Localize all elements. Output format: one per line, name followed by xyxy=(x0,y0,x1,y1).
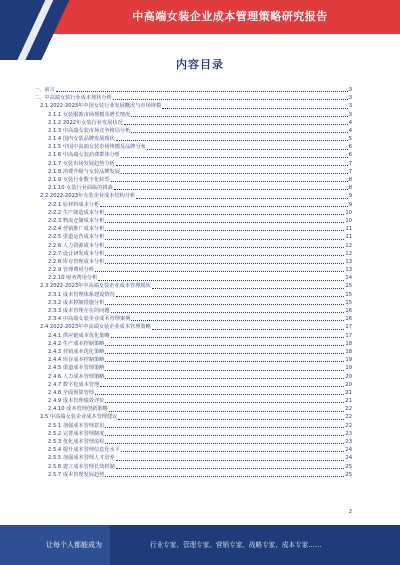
toc-leader-dots xyxy=(131,116,347,117)
toc-entry-page: 15 xyxy=(345,283,352,290)
toc-entry[interactable] xyxy=(30,422,352,430)
toc-entry-title: 2.1 2022-2023年中国女装行业发展概况与市场规模 xyxy=(40,103,162,110)
toc-entry[interactable] xyxy=(30,364,352,372)
toc-entry-title: 2.2 2022-2023年女装企业成本结构分析 xyxy=(40,193,136,200)
toc-leader-dots xyxy=(162,108,348,109)
toc-leader-dots xyxy=(98,280,344,281)
toc-entry-page: 11 xyxy=(345,226,352,233)
toc-entry-page: 10 xyxy=(345,217,352,224)
toc-entry-page: 16 xyxy=(345,316,352,323)
toc-entry[interactable] xyxy=(30,111,352,119)
toc-leader-dots xyxy=(116,140,348,141)
toc-entry-title: 2.2.8 库存管理成本分析 xyxy=(48,258,105,265)
toc-entry-page: 5 xyxy=(348,136,352,143)
toc-entry[interactable] xyxy=(30,274,352,282)
toc-entry-title: 2.1.8 消费升级与女装品牌发展 xyxy=(48,168,120,175)
toc-entry[interactable] xyxy=(30,299,352,307)
toc-entry[interactable] xyxy=(30,192,352,200)
toc-entry[interactable] xyxy=(30,201,352,209)
toc-entry-page: 13 xyxy=(345,267,352,274)
toc-entry-page: 11 xyxy=(345,234,352,241)
toc-entry[interactable] xyxy=(30,184,352,192)
toc-entry[interactable] xyxy=(30,446,352,454)
toc-leader-dots xyxy=(131,320,344,321)
toc-leader-dots xyxy=(118,419,344,420)
toc-heading: 内容目录 xyxy=(176,58,224,71)
toc-entry-page: 8 xyxy=(348,177,352,184)
toc-entry[interactable] xyxy=(30,160,352,168)
toc-leader-dots xyxy=(95,271,344,272)
toc-leader-dots xyxy=(105,378,344,379)
toc-entry[interactable] xyxy=(30,217,352,225)
toc-entry-page: 19 xyxy=(345,365,352,372)
report-header xyxy=(0,0,400,34)
toc-entry-page: 19 xyxy=(345,357,352,364)
footer-slogan: 让每个人都能成为 xyxy=(46,541,102,549)
toc-leader-dots xyxy=(105,443,344,444)
toc-entry[interactable] xyxy=(30,373,352,381)
toc-entry-title: 2.4.6 人力成本管理策略 xyxy=(48,373,105,380)
toc-entry[interactable] xyxy=(30,86,352,94)
toc-leader-dots xyxy=(100,386,344,387)
toc-leader-dots xyxy=(116,468,345,469)
toc-entry-title: 2.2.1 原材料成本分析 xyxy=(48,201,100,208)
toc-entry-title: 2.3 2022-2023年中高端女装企业成本管理现状 xyxy=(40,283,151,290)
toc-entry-page: 17 xyxy=(345,324,352,331)
toc-entry-page: 12 xyxy=(345,242,352,249)
toc-leader-dots xyxy=(114,189,348,190)
toc-entry-page: 25 xyxy=(345,463,352,470)
toc-leader-dots xyxy=(109,411,345,412)
toc-entry-page: 25 xyxy=(345,471,352,478)
toc-entry-page: 7 xyxy=(348,168,352,175)
toc-entry-title: 2.4.3 营销成本优化策略 xyxy=(48,348,105,355)
toc-entry-page: 22 xyxy=(345,422,352,429)
toc-entry-title: 2.4.5 渠道成本管理策略 xyxy=(48,365,105,372)
toc-leader-dots xyxy=(105,353,344,354)
toc-entry-page: 20 xyxy=(345,373,352,380)
toc-entry-title: 2.1.2 2022年女装行业发展状况 xyxy=(48,119,123,126)
toc-entry-title: 2.4.1 供应链成本优化策略 xyxy=(48,332,110,339)
toc-entry-title: 2.5.4 提升成本管理信息化水平 xyxy=(48,447,120,454)
toc-entry-title: 2.4.2 生产成本控制策略 xyxy=(48,340,105,347)
toc-leader-dots xyxy=(113,99,348,100)
toc-entry[interactable] xyxy=(30,307,352,315)
toc-leader-dots xyxy=(56,91,348,92)
toc-entry[interactable] xyxy=(30,348,352,356)
toc-entry[interactable] xyxy=(30,209,352,217)
toc-entry[interactable] xyxy=(30,454,352,462)
toc-leader-dots xyxy=(111,312,345,313)
toc-entry-page: 6 xyxy=(348,152,352,159)
toc-entry-title: 2.1.6 中高端女装消费群体分析 xyxy=(48,152,120,159)
toc-entry-title: 2.3.4 中高端女装企业成本管理案例 xyxy=(48,316,131,323)
toc-entry-title: 2.4.8 全面预算管理 xyxy=(48,389,94,396)
toc-entry[interactable] xyxy=(30,397,352,405)
toc-leader-dots xyxy=(105,402,344,403)
toc-entry-title: 2.1.5 中国中高端女装市场规模及品牌分布 xyxy=(48,144,146,151)
toc-entry-title: 2.5.5 加强成本管理人才培养 xyxy=(48,455,115,462)
toc-entry[interactable] xyxy=(30,356,352,364)
toc-leader-dots xyxy=(111,337,345,338)
toc-entry-page: 21 xyxy=(345,398,352,405)
toc-entry-page: 21 xyxy=(345,389,352,396)
toc-entry[interactable] xyxy=(30,283,352,291)
toc-entry[interactable] xyxy=(30,332,352,340)
toc-leader-dots xyxy=(105,230,344,231)
toc-leader-dots xyxy=(124,124,348,125)
toc-entry-page: 10 xyxy=(345,209,352,216)
toc-entry-title: 2.2.5 渠道运营成本分析 xyxy=(48,234,105,241)
toc-entry[interactable] xyxy=(30,266,352,274)
toc-entry-page: 3 xyxy=(348,95,352,102)
toc-entry-title: 2.1.4 国内女装品牌发展现状 xyxy=(48,136,115,143)
toc-entry-title: 一、前言 xyxy=(34,86,55,93)
toc-entry[interactable] xyxy=(30,119,352,127)
toc-entry-title: 2.2.6 人力资源成本分析 xyxy=(48,242,105,249)
toc-entry-page: 4 xyxy=(348,127,352,134)
table-of-contents xyxy=(30,86,352,479)
toc-leader-dots xyxy=(105,255,344,256)
toc-leader-dots xyxy=(105,247,344,248)
toc-entry[interactable] xyxy=(30,471,352,479)
page-footer xyxy=(0,509,400,565)
toc-entry[interactable] xyxy=(30,414,352,422)
toc-entry[interactable] xyxy=(30,94,352,102)
toc-entry[interactable] xyxy=(30,438,352,446)
toc-entry-title: 2.4.4 库存成本控制策略 xyxy=(48,357,105,364)
toc-leader-dots xyxy=(100,206,348,207)
toc-leader-dots xyxy=(105,222,344,223)
toc-entry[interactable] xyxy=(30,315,352,323)
toc-entry-title: 2.1.3 中高端女装市场竞争格局分析 xyxy=(48,127,131,134)
footer-tagline: 行业专家、管理专家、营销专家、战略专家、成本专家…… xyxy=(150,541,322,549)
report-title: 中高端女装企业成本管理策略研究报告 xyxy=(132,10,328,23)
toc-leader-dots xyxy=(121,173,348,174)
toc-entry-title: 2.5.6 建立成本管理长效机制 xyxy=(48,463,115,470)
toc-entry-page: 14 xyxy=(345,275,352,282)
toc-leader-dots xyxy=(105,476,344,477)
toc-entry-title: 2.1.1 女装服饰市场规模及增长情况 xyxy=(48,111,131,118)
toc-entry-page: 4 xyxy=(348,119,352,126)
toc-entry-title: 2.2.2 生产制造成本分析 xyxy=(48,209,105,216)
toc-entry-title: 2.3.3 成本管理存在的问题 xyxy=(48,308,110,315)
toc-entry[interactable] xyxy=(30,381,352,389)
toc-entry-page: 3 xyxy=(348,86,352,93)
toc-entry-page: 15 xyxy=(345,291,352,298)
toc-entry-title: 2.5.2 完善成本管理制度 xyxy=(48,430,105,437)
toc-leader-dots xyxy=(105,435,344,436)
toc-entry[interactable] xyxy=(30,127,352,135)
toc-entry-title: 2.5 中高端女装企业成本管理建议 xyxy=(40,414,118,421)
toc-leader-dots xyxy=(116,460,345,461)
toc-entry[interactable] xyxy=(30,291,352,299)
toc-leader-dots xyxy=(105,239,344,240)
toc-leader-dots xyxy=(136,198,347,199)
toc-entry-title: 2.4 2022-2023年中高端女装企业成本管理策略 xyxy=(40,324,151,331)
toc-entry-page: 23 xyxy=(345,439,352,446)
toc-entry-page: 17 xyxy=(345,332,352,339)
toc-entry-page: 16 xyxy=(345,308,352,315)
toc-entry[interactable] xyxy=(30,405,352,413)
toc-entry-title: 2.5.1 加强成本管理意识 xyxy=(48,422,105,429)
toc-entry[interactable] xyxy=(30,242,352,250)
toc-entry[interactable] xyxy=(30,430,352,438)
toc-leader-dots xyxy=(111,181,348,182)
toc-leader-dots xyxy=(105,304,344,305)
toc-leader-dots xyxy=(105,345,344,346)
toc-entry-title: 2.2.3 物流仓储成本分析 xyxy=(48,217,105,224)
toc-entry[interactable] xyxy=(30,463,352,471)
toc-entry[interactable] xyxy=(30,340,352,348)
toc-entry[interactable] xyxy=(30,225,352,233)
toc-leader-dots xyxy=(116,165,348,166)
toc-entry-page: 22 xyxy=(345,414,352,421)
toc-leader-dots xyxy=(105,263,344,264)
toc-entry[interactable] xyxy=(30,389,352,397)
toc-entry-page: 15 xyxy=(345,299,352,306)
toc-entry-title: 二、中高端女装行业成本现状分析 xyxy=(34,95,112,102)
toc-entry-title: 2.2.10 财务费用分析 xyxy=(48,275,98,282)
toc-leader-dots xyxy=(95,394,344,395)
toc-entry-page: 7 xyxy=(348,160,352,167)
toc-entry-page: 24 xyxy=(345,447,352,454)
toc-leader-dots xyxy=(131,132,347,133)
toc-entry-title: 2.1.9 女装行业数字化转型 xyxy=(48,177,110,184)
toc-entry[interactable] xyxy=(30,176,352,184)
toc-entry[interactable] xyxy=(30,258,352,266)
toc-entry-title: 2.4.7 数字化成本管理 xyxy=(48,381,100,388)
toc-entry-page: 13 xyxy=(345,258,352,265)
toc-entry-page: 20 xyxy=(345,381,352,388)
toc-entry-page: 3 xyxy=(348,111,352,118)
toc-entry-page: 23 xyxy=(345,430,352,437)
toc-leader-dots xyxy=(152,288,345,289)
toc-entry-page: 22 xyxy=(345,406,352,413)
toc-entry[interactable] xyxy=(30,102,352,110)
toc-leader-dots xyxy=(116,296,345,297)
toc-entry-page: 3 xyxy=(348,103,352,110)
toc-entry-page: 18 xyxy=(345,348,352,355)
toc-entry-title: 2.4.10 成本管理创新策略 xyxy=(48,406,108,413)
toc-entry-page: 8 xyxy=(348,185,352,192)
toc-entry-title: 2.3.2 成本控制措施分析 xyxy=(48,299,105,306)
toc-entry-title: 2.2.7 设计研发成本分析 xyxy=(48,250,105,257)
toc-entry-title: 2.3.1 成本管理体系建设情况 xyxy=(48,291,115,298)
toc-entry[interactable] xyxy=(30,250,352,258)
toc-entry-title: 2.1.10 女装行业面临的挑战 xyxy=(48,185,113,192)
toc-entry[interactable] xyxy=(30,323,352,331)
toc-entry-title: 2.4.9 成本管理绩效评价 xyxy=(48,398,105,405)
toc-entry-page: 18 xyxy=(345,340,352,347)
toc-entry-title: 2.5.3 优化成本管理流程 xyxy=(48,439,105,446)
toc-entry[interactable] xyxy=(30,143,352,151)
toc-entry-page: 12 xyxy=(345,250,352,257)
toc-entry[interactable] xyxy=(30,152,352,160)
toc-entry-page: 9 xyxy=(348,193,352,200)
toc-entry-page: 24 xyxy=(345,455,352,462)
toc-entry-title: 2.5.7 成本管理发展趋势 xyxy=(48,471,105,478)
toc-leader-dots xyxy=(147,149,348,150)
toc-entry-page: 6 xyxy=(348,144,352,151)
toc-entry[interactable] xyxy=(30,135,352,143)
toc-entry[interactable] xyxy=(30,168,352,176)
toc-leader-dots xyxy=(121,451,344,452)
toc-entry-page: 9 xyxy=(348,201,352,208)
page-number: 2 xyxy=(348,509,352,515)
toc-leader-dots xyxy=(152,329,345,330)
toc-leader-dots xyxy=(105,214,344,215)
toc-entry-title: 2.1.7 女装市场发展趋势分析 xyxy=(48,160,115,167)
toc-leader-dots xyxy=(105,361,344,362)
toc-leader-dots xyxy=(121,157,348,158)
toc-entry-title: 2.2.9 管理费用分析 xyxy=(48,267,94,274)
toc-entry-title: 2.2.4 营销推广成本分析 xyxy=(48,226,105,233)
toc-leader-dots xyxy=(105,427,344,428)
toc-entry[interactable] xyxy=(30,233,352,241)
toc-leader-dots xyxy=(105,370,344,371)
